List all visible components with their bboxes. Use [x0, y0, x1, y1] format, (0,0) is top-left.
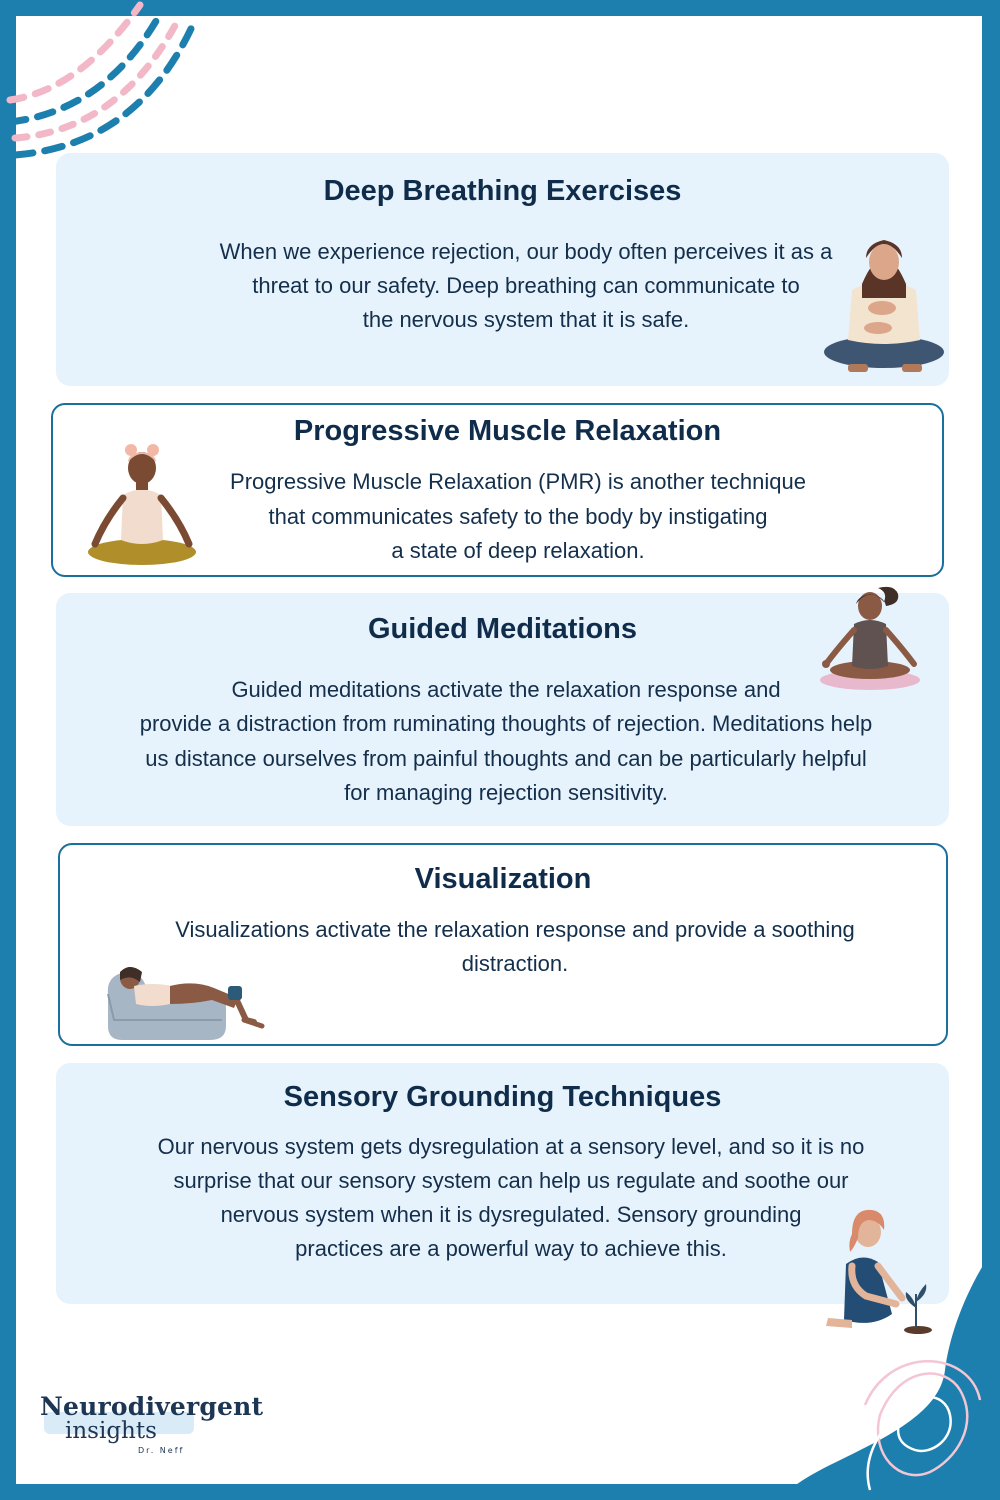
section-guided-meditations	[56, 593, 949, 826]
section-text-line: Progressive Muscle Relaxation (PMR) is another technique	[230, 469, 806, 494]
section-title: Visualization	[414, 863, 592, 895]
section-sensory-grounding	[56, 1063, 949, 1304]
logo-author: Dr. Neff	[138, 1446, 185, 1455]
logo-wordmark-line2: insights	[65, 1418, 157, 1444]
section-text-line: us distance ourselves from painful thoughts and can be particularly helpful	[145, 746, 867, 771]
section-text-line: Guided meditations activate the relaxation response and	[231, 677, 781, 702]
section-deep-breathing	[56, 153, 949, 386]
section-text-line: threat to our safety. Deep breathing can communicate to	[252, 273, 800, 298]
section-text-line: Our nervous system gets dysregulation at a sensory level, and so it is no	[157, 1134, 865, 1159]
person-lotus-pose-illustration	[85, 440, 200, 568]
section-text-line: for managing rejection sensitivity.	[344, 780, 668, 805]
dashed-arcs-decoration	[0, 0, 210, 175]
section-text-line: nervous system when it is dysregulated. Sensory grounding	[220, 1202, 802, 1227]
woman-hand-on-chest-illustration	[822, 232, 946, 374]
woman-seated-meditation-illustration	[818, 584, 920, 692]
logo-wordmark-line1: Neurodivergent	[40, 1392, 264, 1421]
neurodivergent-insights-logo	[38, 1392, 268, 1462]
section-text-line: When we experience rejection, our body often perceives it as a	[219, 239, 833, 264]
section-text-line: surprise that our sensory system can help us regulate and soothe our	[173, 1168, 849, 1193]
section-title: Sensory Grounding Techniques	[283, 1081, 722, 1113]
section-text-line: the nervous system that it is safe.	[362, 307, 690, 332]
section-text-line: distraction.	[461, 951, 569, 976]
woman-planting-seedling-illustration	[822, 1204, 934, 1336]
section-text-line: practices are a powerful way to achieve this.	[295, 1236, 727, 1261]
section-text-line: that communicates safety to the body by instigating	[268, 504, 768, 529]
section-text-line: a state of deep relaxation.	[391, 538, 645, 563]
section-text-line: Visualizations activate the relaxation response and provide a soothing	[175, 917, 855, 942]
person-lying-on-couch-illustration	[104, 964, 266, 1042]
section-title: Guided Meditations	[367, 613, 638, 645]
section-title: Progressive Muscle Relaxation	[293, 415, 722, 447]
section-text-line: provide a distraction from ruminating thoughts of rejection. Meditations help	[139, 711, 873, 736]
section-title: Deep Breathing Exercises	[323, 175, 682, 207]
